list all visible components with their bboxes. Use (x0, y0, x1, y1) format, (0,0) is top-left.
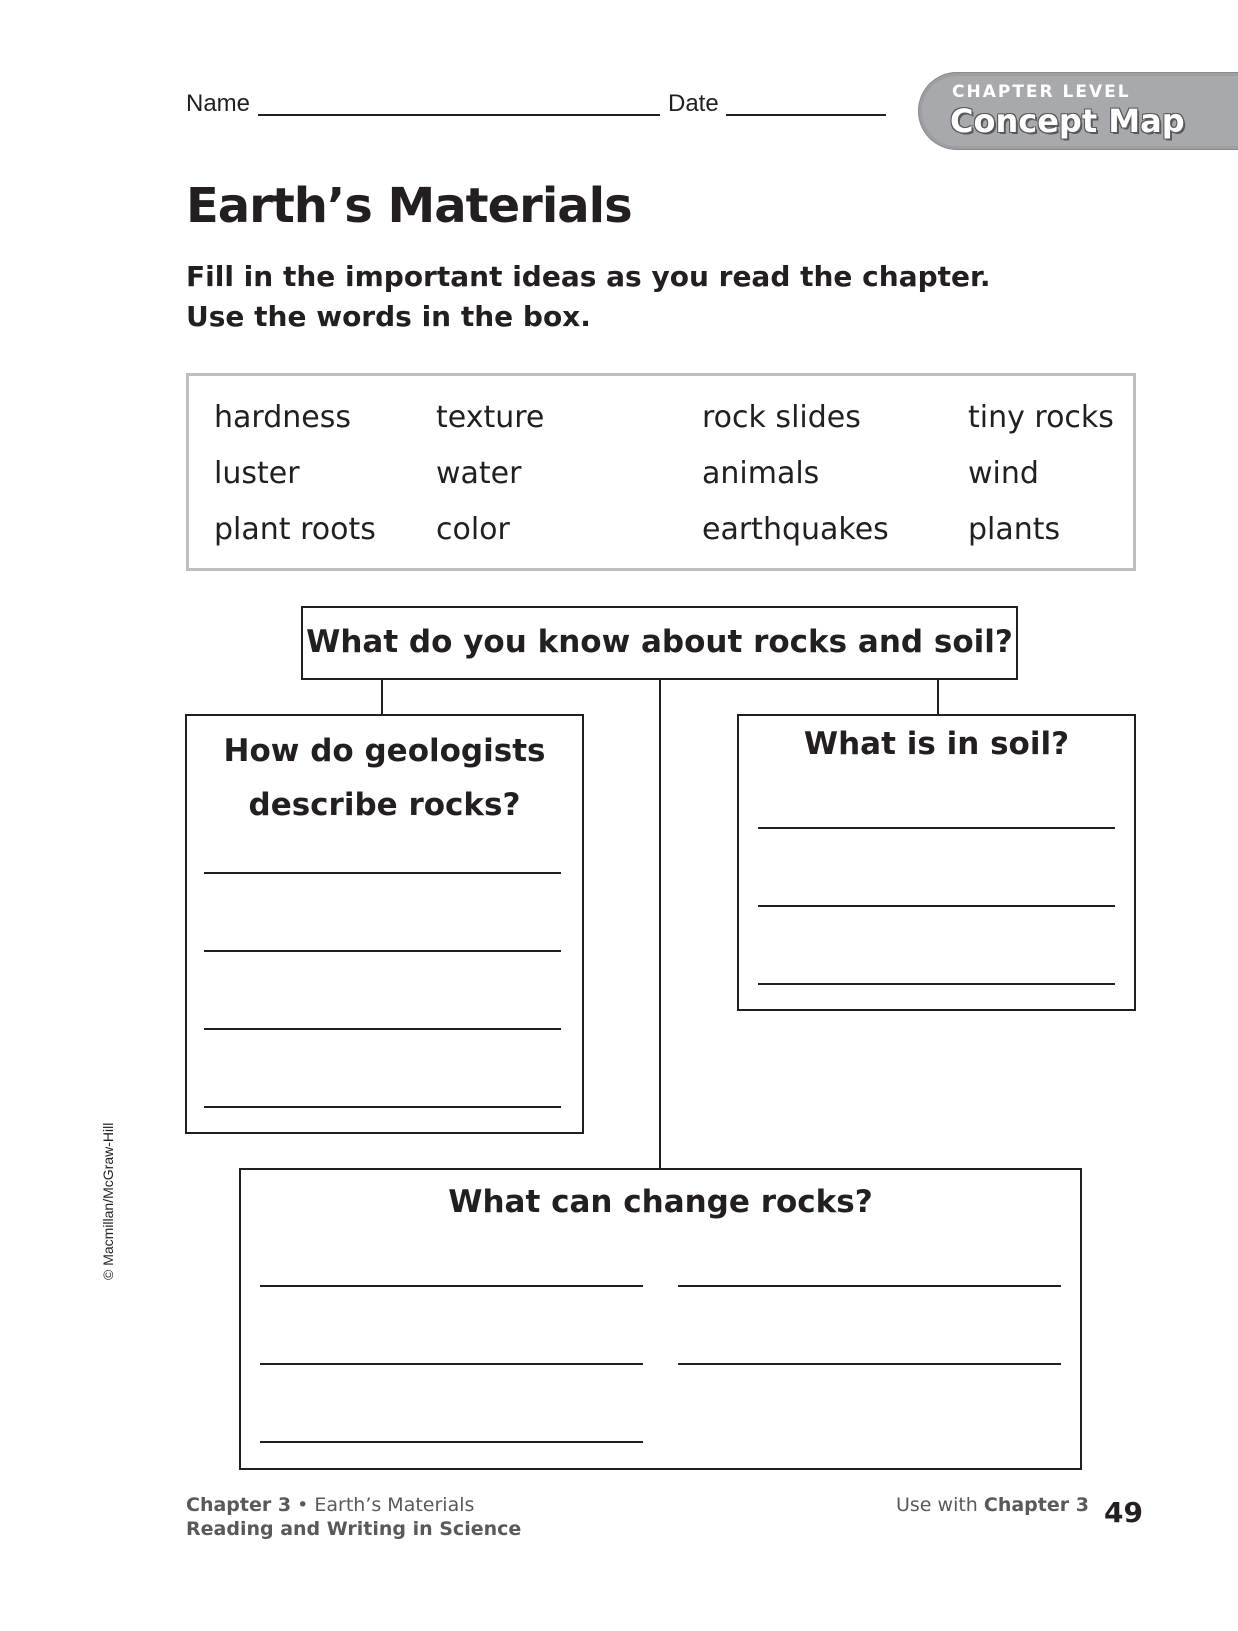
word-bank-item: hardness (214, 400, 351, 435)
instruction-line-2: Use the words in the box. (186, 300, 591, 333)
footer-use-with-chapter: Chapter 3 (983, 1494, 1089, 1516)
copyright-notice: © Macmillan/McGraw-Hill (100, 1122, 116, 1280)
answer-line[interactable] (204, 1106, 561, 1108)
page-number: 49 (1104, 1496, 1143, 1529)
word-bank-item: rock slides (702, 400, 861, 435)
tab-chapter-level-text: CHAPTER LEVEL (952, 82, 1131, 102)
answer-line[interactable] (758, 827, 1115, 829)
word-bank-item: color (436, 512, 510, 547)
word-bank-item: water (436, 456, 522, 491)
name-answer-line[interactable] (258, 114, 660, 116)
word-bank-item: plants (968, 512, 1061, 547)
footer-use-with (896, 1494, 1089, 1516)
word-bank-item: luster (214, 456, 300, 491)
connector-right (937, 678, 939, 716)
geologists-box (185, 714, 584, 1134)
word-bank-item: texture (436, 400, 545, 435)
footer-chapter (186, 1494, 474, 1516)
change-rocks-question: What can change rocks? (448, 1184, 873, 1220)
tab-concept-map-text: Concept Map (950, 102, 1185, 140)
answer-line[interactable] (678, 1285, 1061, 1287)
name-label: Name (186, 90, 251, 117)
answer-line[interactable] (204, 872, 561, 874)
page-title: Earth’s Materials (186, 178, 632, 234)
soil-question: What is in soil? (803, 726, 1070, 762)
answer-line[interactable] (204, 950, 561, 952)
word-bank-item: plant roots (214, 512, 376, 547)
geologists-question-line-1: How do geologists (223, 733, 546, 769)
footer-use-with-text: Use with (896, 1494, 984, 1516)
instruction-line-1: Fill in the important ideas as you read the chapter. (186, 260, 991, 293)
word-bank-item: earthquakes (702, 512, 889, 547)
soil-box (737, 714, 1136, 1011)
word-bank-item: wind (968, 456, 1039, 491)
change-rocks-box (239, 1168, 1082, 1470)
central-question-text: What do you know about rocks and soil? (306, 624, 1013, 660)
date-label: Date (668, 90, 719, 117)
geologists-question-line-2: describe rocks? (248, 787, 521, 823)
connector-left (381, 678, 383, 716)
answer-line[interactable] (678, 1363, 1061, 1365)
answer-line[interactable] (260, 1363, 643, 1365)
footer-chapter-number: Chapter 3 (186, 1494, 292, 1516)
footer-bullet: • (291, 1494, 315, 1516)
answer-line[interactable] (260, 1441, 643, 1443)
word-bank-item: animals (702, 456, 820, 491)
date-answer-line[interactable] (726, 114, 886, 116)
word-bank-item: tiny rocks (968, 400, 1114, 435)
connector-center (659, 678, 661, 1170)
answer-line[interactable] (758, 905, 1115, 907)
answer-line[interactable] (204, 1028, 561, 1030)
footer-chapter-title: Earth’s Materials (314, 1494, 475, 1516)
footer-book-title: Reading and Writing in Science (186, 1518, 522, 1540)
central-question-box (301, 606, 1018, 680)
geologists-question (187, 724, 582, 832)
answer-line[interactable] (758, 983, 1115, 985)
answer-line[interactable] (260, 1285, 643, 1287)
